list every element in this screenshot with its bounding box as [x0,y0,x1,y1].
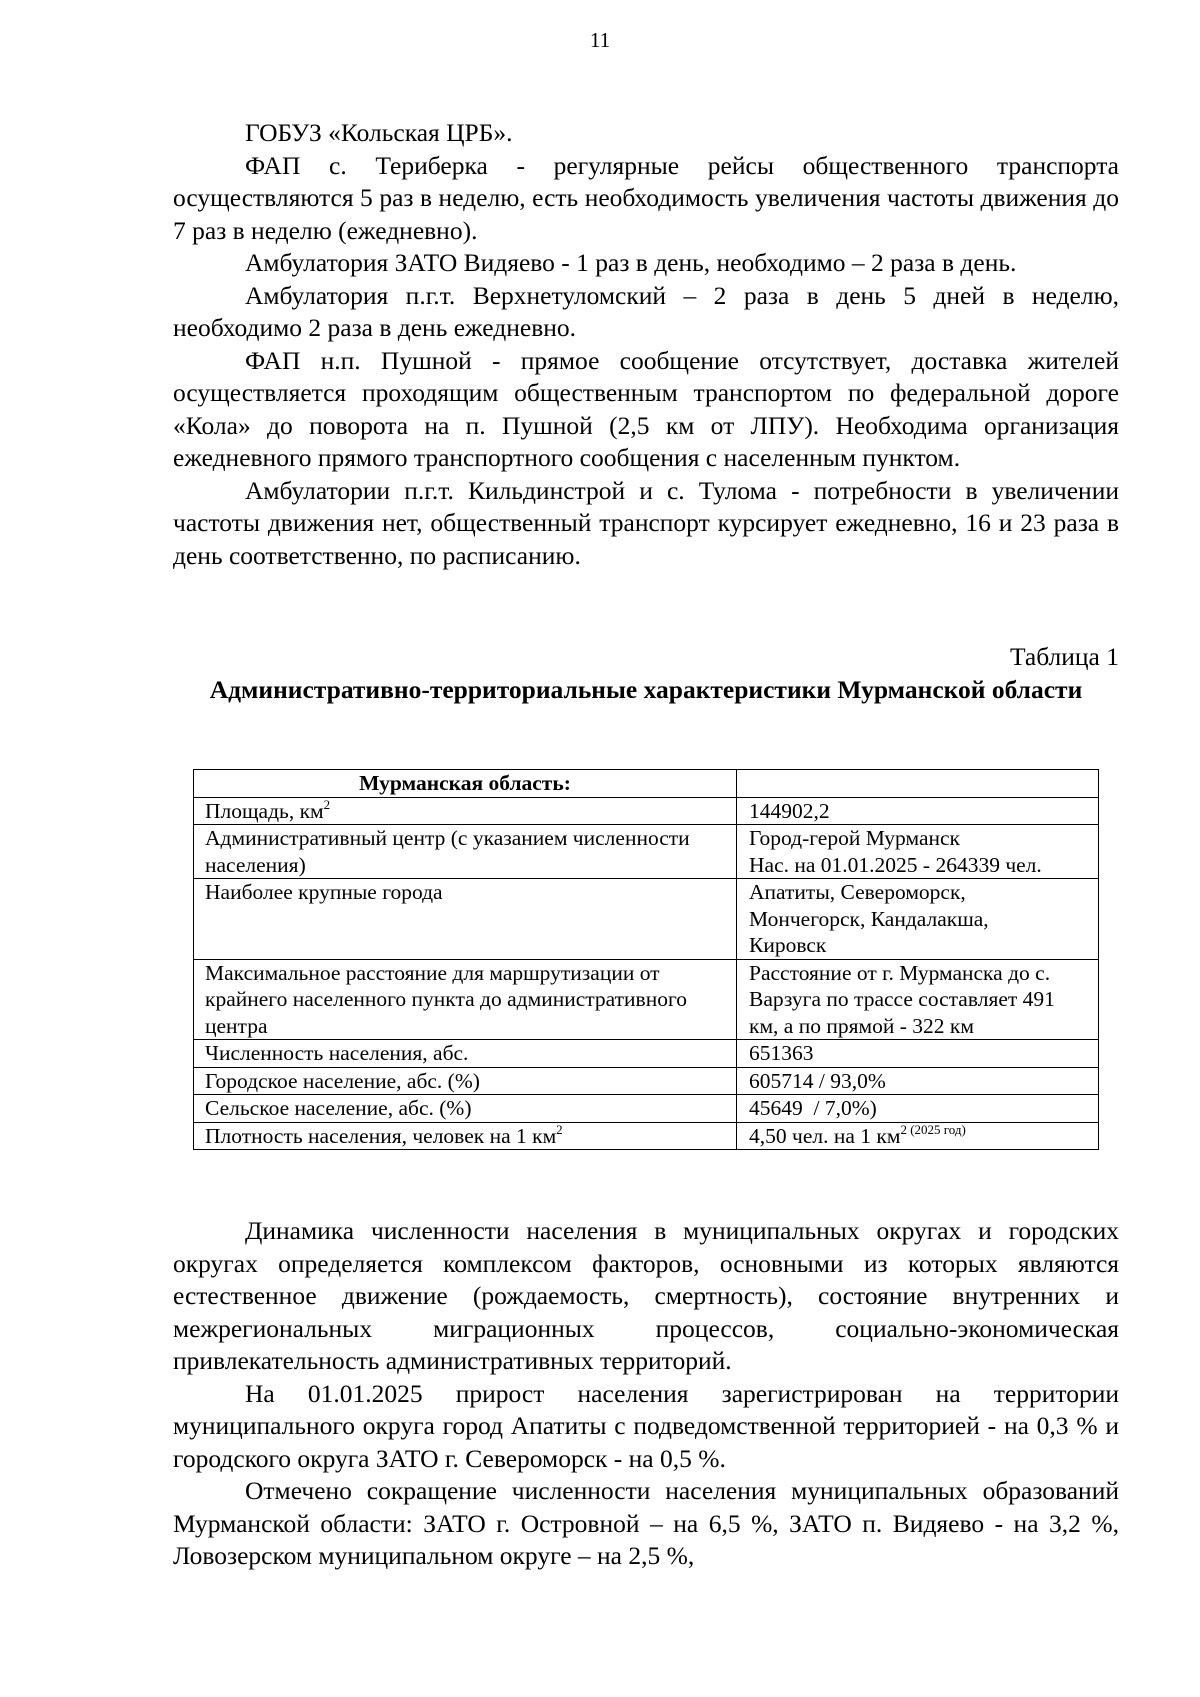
paragraph: Амбулатории п.г.т. Кильдинстрой и с. Тулома - потребности в увеличении частоты движения нет, общественный транспорт курсирует ежедневно, 16 и 23 раза в день соответственно, по расписанию. [173,475,1119,570]
row-label: Административный центр (с указанием численности населения) [194,825,737,879]
row-label: Максимальное расстояние для маршрутизации от крайнего населенного пункта до административного центра [194,959,737,1040]
paragraph: На 01.01.2025 прирост населения зарегистрирован на территории муниципального округа город Апатиты с подведомственной территорией - на 0,3 % и городского округа ЗАТО г. Североморск - на 0,5 %. [173,1378,1119,1473]
paragraph: ГОБУЗ «Кольская ЦРБ». [245,118,513,147]
page-number: 11 [589,28,611,52]
paragraph: ФАП с. Териберка - регулярные рейсы общественного транспорта осуществляются 5 раз в неделю, есть необходимость увеличения частоты движения до 7 раз в неделю (ежедневно). [173,150,1119,245]
table-row [194,1095,1099,1123]
table-header-empty-cell [737,770,1099,798]
region-characteristics-table [193,769,1099,1150]
row-value-line: Город-герой Мурманск [749,826,960,850]
table-row [194,879,1099,960]
row-value [737,825,1099,879]
table-header-cell: Мурманская область: [194,770,737,798]
table-row [194,825,1099,879]
row-value: 4,50 чел. на 1 $км^{2 (2025 год)}$ [737,1122,1099,1150]
table-row [194,1122,1099,1150]
table-row [194,1040,1099,1068]
row-value-line: Кировск [749,933,827,957]
row-label: Городское население, абс. (%) [194,1067,737,1095]
row-label: Наиболее крупные города [194,879,737,960]
row-value: 605714 / 93,0% [737,1067,1099,1095]
row-value-line: Мончегорск, Кандалакша, [749,906,989,931]
row-label: Численность населения, абс. [194,1040,737,1068]
paragraph: Динамика численности населения в муниципальных округах и городских округах определяется комплексом факторов, основными из которых являются естественное движение (рождаемость, смертность), состояние внутренних и межрегиональных миграционных процессов, социально-экономическая привлекательность административных территорий. [173,1216,1119,1375]
analysis-text [173,1215,1119,1573]
row-value: 144902,2 [737,797,1099,825]
row-value-line: Апатиты, Североморск, [749,880,966,904]
intro-text [173,117,1119,572]
row-value: 651363 [737,1040,1099,1068]
row-label: Плотность населения, человек на 1 $км^2$ [194,1122,737,1150]
row-label: Площадь, $км^2$ [194,797,737,825]
row-value [737,879,1099,960]
table-row [194,959,1099,1040]
table-row [194,797,1099,825]
table-label: Таблица 1 [1009,642,1119,671]
row-label: Сельское население, абс. (%) [194,1095,737,1123]
table-header-row [194,770,1099,798]
row-value: Расстояние от г. Мурманска до с. Варзуга по трассе составляет 491 км, а по прямой - 322 км [737,959,1099,1040]
paragraph: Амбулатория п.г.т. Верхнетуломский – 2 раза в день 5 дней в неделю, необходимо 2 раза в день ежедневно. [173,280,1119,342]
row-value-line: Нас. на 01.01.2025 - 264339 чел. [749,852,1042,877]
paragraph: Амбулатория ЗАТО Видяево - 1 раз в день, необходимо – 2 раза в день. [245,248,1017,277]
table-title: Административно-территориальные характеристики Мурманской области [209,675,1083,704]
paragraph: Отмечено сокращение численности населения муниципальных образований Мурманской области: ЗАТО г. Островной – на 6,5 %, ЗАТО п. Видяево - на 3,2 %, Ловозерском муниципальном округе – на 2,5 %, [173,1476,1119,1570]
paragraph: ФАП н.п. Пушной - прямое сообщение отсутствует, доставка жителей осуществляется проходящим общественным транспортом по федеральной дороге «Кола» до поворота на п. Пушной (2,5 км от ЛПУ). Необходима организация ежедневного прямого транспортного сообщения с населенным пунктом. [173,345,1119,472]
table-row [194,1067,1099,1095]
row-value: 45649 / 7,0%) [737,1095,1099,1123]
